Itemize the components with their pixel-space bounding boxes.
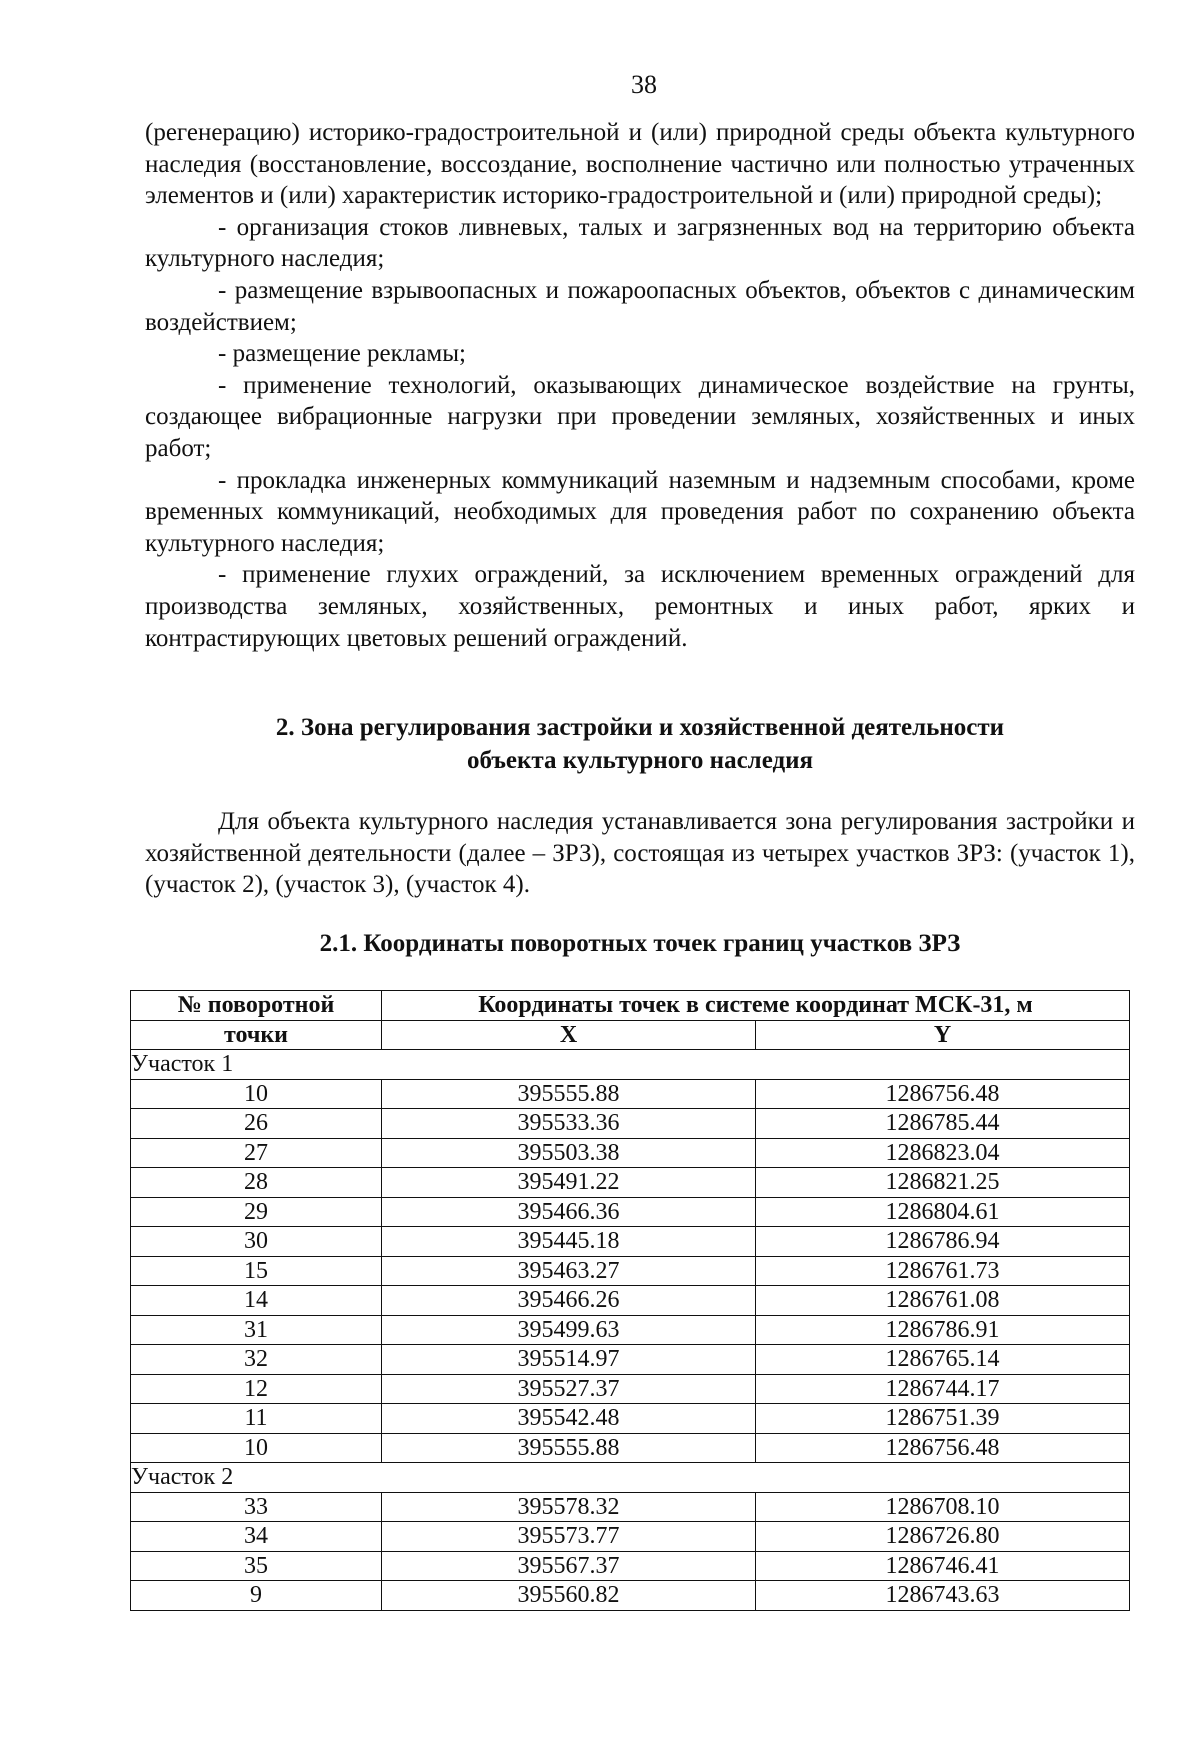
y-cell: 1286761.73 [756, 1256, 1130, 1286]
x-cell: 395499.63 [382, 1315, 756, 1345]
y-cell: 1286726.80 [756, 1522, 1130, 1552]
x-cell: 395533.36 [382, 1109, 756, 1139]
table-row [131, 1404, 1130, 1434]
x-cell: 395578.32 [382, 1492, 756, 1522]
table-title: 2.1. Координаты поворотных точек границ участков ЗРЗ [319, 930, 961, 957]
page-number: 38 [631, 70, 657, 99]
section-heading-line: 2. Зона регулирования застройки и хозяйственной деятельности [275, 714, 1005, 741]
x-cell: 395560.82 [382, 1581, 756, 1611]
point-number-cell: 34 [131, 1522, 382, 1552]
x-cell: 395514.97 [382, 1345, 756, 1375]
table-row [131, 1551, 1130, 1581]
list-item: - организация стоков ливневых, талых и загрязненных вод на территорию объекта культурного наследия; [145, 213, 1135, 273]
y-cell: 1286785.44 [756, 1109, 1130, 1139]
group-label: Участок 2 [131, 1463, 1130, 1493]
y-cell: 1286761.08 [756, 1286, 1130, 1316]
intro-text: Для объекта культурного наследия устанавливается зона регулирования застройки и хозяйственной деятельности (далее – ЗРЗ), состоящая из четырех участков ЗРЗ: (участок 1), (участок 2), (участок 3), (участок 4). [145, 808, 1135, 899]
y-cell: 1286743.63 [756, 1581, 1130, 1611]
header-point-number-2: точки [131, 1020, 382, 1050]
table-row [131, 1138, 1130, 1168]
table-row [131, 1286, 1130, 1316]
y-cell: 1286786.91 [756, 1315, 1130, 1345]
table-row [131, 1168, 1130, 1198]
table-row [131, 1374, 1130, 1404]
paragraph: (регенерацию) историко-градостроительной и (или) природной среды объекта культурного наследия (восстановление, воссоздание, восполнение частично или полностью утраченных элементов и (или) характеристик историко-градостроительной и (или) природной среды); [145, 119, 1135, 210]
header-y: Y [756, 1020, 1130, 1050]
table-row [131, 1315, 1130, 1345]
table-row [131, 1345, 1130, 1375]
list-item: - размещение взрывоопасных и пожароопасных объектов, объектов с динамическим воздействием; [145, 276, 1135, 336]
y-cell: 1286823.04 [756, 1138, 1130, 1168]
point-number-cell: 28 [131, 1168, 382, 1198]
table-row [131, 1197, 1130, 1227]
x-cell: 395555.88 [382, 1079, 756, 1109]
y-cell: 1286751.39 [756, 1404, 1130, 1434]
x-cell: 395555.88 [382, 1433, 756, 1463]
point-number-cell: 35 [131, 1551, 382, 1581]
table-group-row [131, 1050, 1130, 1080]
y-cell: 1286708.10 [756, 1492, 1130, 1522]
y-cell: 1286804.61 [756, 1197, 1130, 1227]
point-number-cell: 9 [131, 1581, 382, 1611]
point-number-cell: 33 [131, 1492, 382, 1522]
list-item: - прокладка инженерных коммуникаций наземным и надземным способами, кроме временных коммуникаций, необходимых для проведения работ по сохранению объекта культурного наследия; [145, 466, 1135, 557]
y-cell: 1286756.48 [756, 1079, 1130, 1109]
point-number-cell: 32 [131, 1345, 382, 1375]
list-item: - применение глухих ограждений, за исключением временных ограждений для производства земляных, хозяйственных, ремонтных и иных работ, ярких и контрастирующих цветовых решений ограждений. [145, 561, 1135, 652]
y-cell: 1286821.25 [756, 1168, 1130, 1198]
table-row [131, 1079, 1130, 1109]
x-cell: 395466.26 [382, 1286, 756, 1316]
header-x: X [382, 1020, 756, 1050]
table-body [131, 1050, 1130, 1611]
y-cell: 1286744.17 [756, 1374, 1130, 1404]
x-cell: 395491.22 [382, 1168, 756, 1198]
table-group-row [131, 1463, 1130, 1493]
point-number-cell: 31 [131, 1315, 382, 1345]
x-cell: 395542.48 [382, 1404, 756, 1434]
list-item: - применение технологий, оказывающих динамическое воздействие на грунты, создающее вибрационные нагрузки при проведении земляных, хозяйственных и иных работ; [145, 371, 1135, 462]
y-cell: 1286786.94 [756, 1227, 1130, 1257]
table-row [131, 1522, 1130, 1552]
point-number-cell: 26 [131, 1109, 382, 1139]
point-number-cell: 12 [131, 1374, 382, 1404]
list-item: - размещение рекламы; [218, 340, 466, 368]
section-heading [145, 711, 1135, 777]
table-row [131, 1581, 1130, 1611]
table-row [131, 1227, 1130, 1257]
point-number-cell: 27 [131, 1138, 382, 1168]
point-number-cell: 30 [131, 1227, 382, 1257]
x-cell: 395527.37 [382, 1374, 756, 1404]
x-cell: 395466.36 [382, 1197, 756, 1227]
x-cell: 395463.27 [382, 1256, 756, 1286]
x-cell: 395573.77 [382, 1522, 756, 1552]
header-coordinates: Координаты точек в системе координат МСК-31, м [382, 991, 1130, 1021]
x-cell: 395567.37 [382, 1551, 756, 1581]
point-number-cell: 11 [131, 1404, 382, 1434]
point-number-cell: 15 [131, 1256, 382, 1286]
table-row [131, 1433, 1130, 1463]
y-cell: 1286756.48 [756, 1433, 1130, 1463]
table-row [131, 1492, 1130, 1522]
y-cell: 1286765.14 [756, 1345, 1130, 1375]
group-label: Участок 1 [131, 1050, 1130, 1080]
point-number-cell: 29 [131, 1197, 382, 1227]
point-number-cell: 14 [131, 1286, 382, 1316]
point-number-cell: 10 [131, 1433, 382, 1463]
section-heading-line: объекта культурного наследия [466, 747, 814, 774]
body-text [145, 117, 1135, 654]
intro-paragraph [145, 806, 1135, 901]
coordinates-table [130, 990, 1130, 1611]
table-row [131, 1109, 1130, 1139]
point-number-cell: 10 [131, 1079, 382, 1109]
x-cell: 395503.38 [382, 1138, 756, 1168]
table-row [131, 1256, 1130, 1286]
y-cell: 1286746.41 [756, 1551, 1130, 1581]
header-point-number: № поворотной [131, 991, 382, 1021]
x-cell: 395445.18 [382, 1227, 756, 1257]
